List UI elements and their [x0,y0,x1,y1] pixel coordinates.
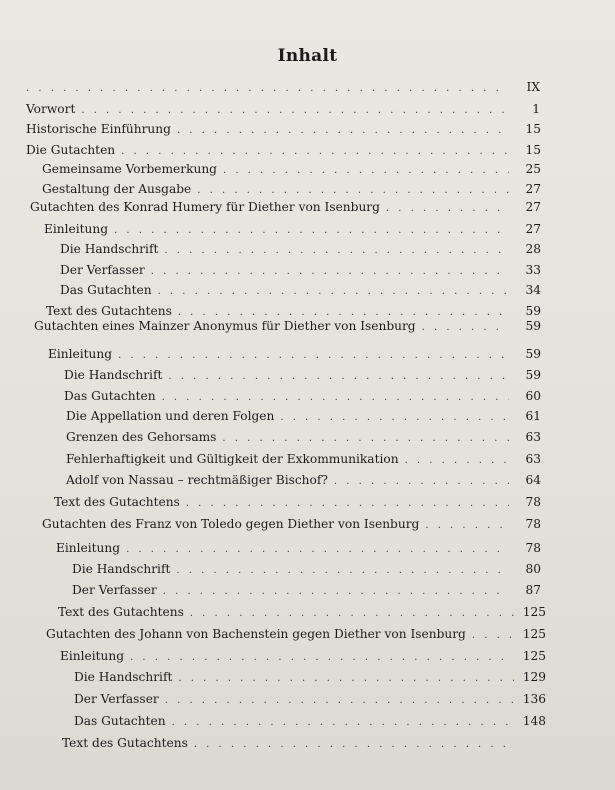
toc-leader-dots [194,734,514,754]
toc-page-number: 61 [525,409,541,423]
toc-entry-text: Text des Gutachtens [58,605,184,619]
toc-page-number: 80 [525,562,541,576]
toc-row [46,625,546,643]
toc-leader-dots [176,560,509,580]
toc-entry-text: Gutachten des Franz von Toledo gegen Diether von Isenburg [42,517,420,531]
toc-leader-dots [158,281,509,301]
toc-page-number: 129 [522,670,546,684]
toc-leader-dots [186,493,509,513]
toc-page-number: 1 [532,102,540,116]
toc-row [74,668,546,686]
toc-page-number: 59 [525,347,541,361]
toc-leader-dots [121,141,509,161]
toc-leader-dots [165,690,514,710]
toc-row [34,317,541,335]
toc-leader-dots [151,261,509,281]
toc-page-number: 148 [522,714,546,728]
toc-page-number: 27 [525,200,541,214]
toc-row [44,220,541,238]
toc-entry-text: Gemeinsame Vorbemerkung [42,162,217,176]
toc-page-number: 60 [525,389,541,403]
toc-page-number: 25 [525,162,541,176]
toc-entry-text: Die Gutachten [26,143,116,157]
toc-leader-dots [222,428,509,448]
toc-entry-text: Einleitung [48,347,113,361]
toc-entry-text: Der Verfasser [72,583,157,597]
toc-entry-text: Einleitung [44,222,109,236]
toc-leader-dots [178,668,514,688]
toc-row [64,366,541,384]
page-title: Inhalt [277,46,338,66]
toc-row [66,471,541,489]
toc-entry-text: Die Handschrift [60,242,159,256]
toc-entry-text: Grenzen des Gehorsams [66,430,217,444]
toc-leader-dots [162,387,509,407]
toc-row [66,428,541,446]
toc-entry-text: Das Gutachten [60,283,152,297]
toc-entry-text: Text des Gutachtens [46,304,172,318]
toc-leader-dots [422,317,509,337]
toc-row [54,493,541,511]
toc-row [56,539,541,557]
toc-leader-dots [197,180,509,200]
toc-entry-text: Die Handschrift [74,670,173,684]
toc-entry-text: Der Verfasser [74,692,159,706]
toc-entry-text: Das Gutachten [64,389,156,403]
toc-row [26,141,541,159]
toc-page-number: 125 [522,649,546,663]
toc-page-number: IX [526,80,540,94]
toc-page-number: 27 [525,182,541,196]
toc-entry-text: Historische Einführung [26,122,171,136]
toc-leader-dots [425,515,509,535]
toc-page-number: 59 [525,319,541,333]
toc-page-number: 59 [525,368,541,382]
toc-leader-dots [164,240,509,260]
toc-leader-dots [223,160,509,180]
toc-page-number: 63 [525,430,541,444]
toc-row [60,647,546,665]
toc-entry-text: Gutachten eines Mainzer Anonymus für Diether von Isenburg [34,319,416,333]
toc-leader-dots [190,603,514,623]
toc-page-number: 125 [522,605,546,619]
toc-page-number: 27 [525,222,541,236]
toc-page-number: 63 [525,452,541,466]
toc-entry-text: Das Gutachten [74,714,166,728]
toc-entry-text: Adolf von Nassau – rechtmäßiger Bischof? [66,473,328,487]
toc-entry-text: Einleitung [60,649,125,663]
toc-leader-dots [130,647,514,667]
toc-row [60,261,541,279]
toc-leader-dots [280,407,509,427]
toc-leader-dots [126,539,509,559]
toc-leader-dots [177,120,509,140]
toc-entry-text: Gutachten des Konrad Humery für Diether von Isenburg [30,200,380,214]
toc-leader-dots [114,220,509,240]
toc-row [26,78,540,96]
toc-leader-dots [26,78,508,98]
toc-entry-text: Einleitung [56,541,121,555]
toc-row [72,581,541,599]
toc-row [62,734,546,752]
toc-row [30,198,541,216]
toc-leader-dots [168,366,509,386]
toc-page-number: 64 [525,473,541,487]
toc-entry-text: Text des Gutachtens [54,495,180,509]
toc-page-number: 87 [525,583,541,597]
toc-entry-text: Die Handschrift [72,562,171,576]
toc-page-number: 136 [522,692,546,706]
toc-row [74,690,546,708]
toc-row [58,603,546,621]
toc-entry-text: Gutachten des Johann von Bachenstein gegen Diether von Isenburg [46,627,466,641]
toc-row [72,560,541,578]
toc-page-number: 28 [525,242,541,256]
toc-row [74,712,546,730]
toc-entry-text: Der Verfasser [60,263,145,277]
toc-entry-text: Die Handschrift [64,368,163,382]
toc-row [42,160,541,178]
toc-row [26,120,541,138]
toc-row [42,515,541,533]
toc-row [26,100,540,118]
toc-row [66,450,541,468]
toc-page-number: 15 [525,143,541,157]
toc-page-number: 125 [522,627,546,641]
toc-page-number: 33 [525,263,541,277]
toc-page-number: 15 [525,122,541,136]
toc-leader-dots [172,712,514,732]
toc-entry-text: Die Appellation und deren Folgen [66,409,275,423]
toc-entry-text: Vorwort [26,102,76,116]
toc-leader-dots [386,198,509,218]
toc-row [60,281,541,299]
toc-row [66,407,541,425]
toc-entry-text: Fehlerhaftigkeit und Gültigkeit der Exkommunikation [66,452,399,466]
toc-page-number: 78 [525,517,541,531]
toc-page-number: 59 [525,304,541,318]
toc-row [42,180,541,198]
toc-page-number: 34 [525,283,541,297]
toc-leader-dots [472,625,514,645]
toc-row [48,345,541,363]
toc-leader-dots [405,450,509,470]
toc-leader-dots [81,100,508,120]
toc-row [64,387,541,405]
toc-entry-text: Gestaltung der Ausgabe [42,182,192,196]
toc-leader-dots [334,471,509,491]
toc-leader-dots [118,345,509,365]
toc-page-number: 78 [525,541,541,555]
toc-entry-text: Text des Gutachtens [62,736,188,750]
toc-leader-dots [163,581,509,601]
toc-page-number: 78 [525,495,541,509]
toc-row [60,240,541,258]
